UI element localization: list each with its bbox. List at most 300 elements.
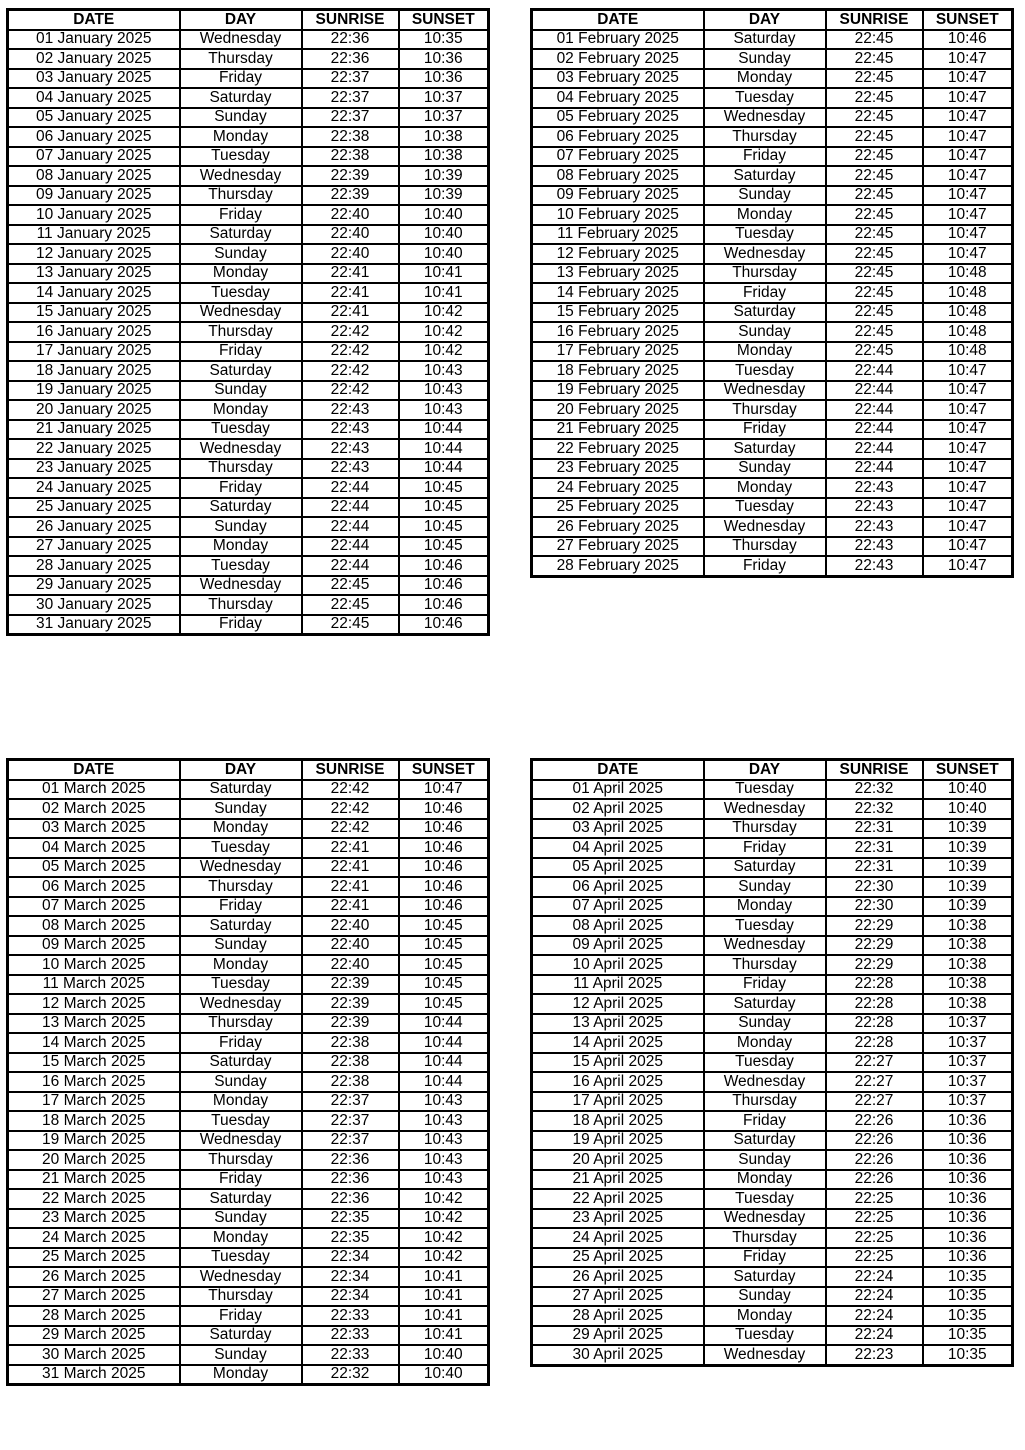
day-cell: Friday [704,556,826,576]
day-cell: Thursday [180,186,302,206]
table-row [532,897,1013,917]
sunrise-cell: 22:45 [826,283,923,303]
date-cell: 01 March 2025 [8,780,180,800]
sunrise-cell: 22:44 [826,459,923,479]
date-cell: 24 March 2025 [8,1228,180,1248]
date-cell: 02 March 2025 [8,799,180,819]
day-cell: Tuesday [704,1053,826,1073]
table-row [532,916,1013,936]
table-row [532,936,1013,956]
sunset-cell: 10:46 [923,30,1013,50]
sunset-cell: 10:47 [923,186,1013,206]
sunrise-cell: 22:43 [302,439,399,459]
date-cell: 31 March 2025 [8,1365,180,1385]
table-row [532,225,1013,245]
date-cell: 22 March 2025 [8,1189,180,1209]
date-cell: 12 April 2025 [532,994,704,1014]
sunrise-cell: 22:26 [826,1170,923,1190]
table-row [532,994,1013,1014]
sunset-cell: 10:37 [399,88,489,108]
date-cell: 15 March 2025 [8,1053,180,1073]
table-row [8,30,489,50]
sunset-cell: 10:44 [399,1033,489,1053]
table-row [8,439,489,459]
day-cell: Wednesday [180,858,302,878]
table-row [8,1033,489,1053]
date-cell: 18 March 2025 [8,1111,180,1131]
sunset-cell: 10:36 [923,1248,1013,1268]
date-cell: 18 April 2025 [532,1111,704,1131]
sunset-cell: 10:40 [399,1345,489,1365]
table-row [532,283,1013,303]
day-cell: Wednesday [704,244,826,264]
day-cell: Monday [704,69,826,89]
sunrise-cell: 22:34 [302,1287,399,1307]
date-cell: 27 April 2025 [532,1287,704,1307]
day-cell: Tuesday [180,975,302,995]
sunrise-cell: 22:28 [826,994,923,1014]
date-cell: 03 April 2025 [532,819,704,839]
day-cell: Monday [704,897,826,917]
sunset-cell: 10:36 [923,1150,1013,1170]
sunrise-cell: 22:33 [302,1306,399,1326]
sunset-cell: 10:37 [923,1072,1013,1092]
day-cell: Wednesday [704,1209,826,1229]
sunset-cell: 10:35 [923,1306,1013,1326]
sunrise-cell: 22:37 [302,108,399,128]
day-cell: Saturday [180,916,302,936]
date-cell: 19 January 2025 [8,381,180,401]
sunset-cell: 10:47 [923,69,1013,89]
sunrise-cell: 22:42 [302,322,399,342]
day-cell: Monday [704,478,826,498]
sunset-cell: 10:48 [923,283,1013,303]
sunrise-cell: 22:45 [302,615,399,635]
sunrise-cell: 22:31 [826,858,923,878]
date-cell: 24 January 2025 [8,478,180,498]
sunrise-cell: 22:35 [302,1209,399,1229]
table-row [532,955,1013,975]
table-row [8,595,489,615]
sunset-cell: 10:37 [399,108,489,128]
table-row [8,1131,489,1151]
day-cell: Thursday [704,400,826,420]
day-cell: Thursday [180,877,302,897]
sunrise-cell: 22:25 [826,1228,923,1248]
table-row [532,1170,1013,1190]
table-row [8,1306,489,1326]
sunrise-cell: 22:36 [302,30,399,50]
date-cell: 06 January 2025 [8,127,180,147]
sunset-cell: 10:44 [399,1072,489,1092]
date-cell: 13 February 2025 [532,264,704,284]
sunset-cell: 10:39 [399,166,489,186]
sunset-cell: 10:45 [399,517,489,537]
table-row [532,838,1013,858]
table-row [8,994,489,1014]
table-row [8,1228,489,1248]
day-cell: Saturday [704,439,826,459]
sunrise-cell: 22:45 [826,303,923,323]
sunset-cell: 10:44 [399,1014,489,1034]
sunrise-cell: 22:36 [302,1150,399,1170]
date-cell: 03 March 2025 [8,819,180,839]
sunset-cell: 10:43 [399,1111,489,1131]
sunset-cell: 10:41 [399,283,489,303]
header-sunset: SUNSET [923,10,1013,30]
sunrise-cell: 22:42 [302,361,399,381]
date-cell: 13 January 2025 [8,264,180,284]
sunrise-cell: 22:24 [826,1287,923,1307]
day-cell: Monday [704,1306,826,1326]
day-cell: Thursday [180,49,302,69]
date-cell: 20 April 2025 [532,1150,704,1170]
table-row [8,916,489,936]
sunrise-cell: 22:28 [826,1033,923,1053]
sunrise-cell: 22:37 [302,1092,399,1112]
day-cell: Sunday [704,49,826,69]
table-row [532,1111,1013,1131]
sunrise-cell: 22:27 [826,1072,923,1092]
date-cell: 05 February 2025 [532,108,704,128]
date-cell: 14 February 2025 [532,283,704,303]
sunset-cell: 10:37 [923,1092,1013,1112]
sunrise-cell: 22:43 [826,498,923,518]
header-date: DATE [8,760,180,780]
table-row [8,166,489,186]
sunset-cell: 10:39 [923,877,1013,897]
day-cell: Wednesday [704,517,826,537]
table-row [8,420,489,440]
sunset-cell: 10:47 [923,205,1013,225]
sunset-cell: 10:47 [923,381,1013,401]
table-april [530,758,1014,1367]
sunset-cell: 10:47 [923,517,1013,537]
date-cell: 09 March 2025 [8,936,180,956]
sunrise-cell: 22:41 [302,264,399,284]
table-row [8,1170,489,1190]
date-cell: 03 February 2025 [532,69,704,89]
sunrise-cell: 22:44 [826,420,923,440]
date-cell: 18 February 2025 [532,361,704,381]
sunset-cell: 10:38 [923,936,1013,956]
sunrise-cell: 22:30 [826,877,923,897]
day-cell: Thursday [180,1287,302,1307]
sunset-cell: 10:47 [923,537,1013,557]
sunset-cell: 10:37 [923,1033,1013,1053]
table-row [532,166,1013,186]
day-cell: Tuesday [704,225,826,245]
header-sunrise: SUNRISE [826,10,923,30]
table-row [8,1072,489,1092]
day-cell: Sunday [704,1150,826,1170]
sunrise-cell: 22:40 [302,955,399,975]
sunrise-cell: 22:40 [302,936,399,956]
sunset-cell: 10:46 [399,799,489,819]
sunrise-cell: 22:41 [302,838,399,858]
sunset-cell: 10:47 [923,439,1013,459]
sunrise-cell: 22:24 [826,1267,923,1287]
sunrise-cell: 22:42 [302,381,399,401]
table-row [532,1267,1013,1287]
sunrise-cell: 22:42 [302,780,399,800]
date-cell: 02 February 2025 [532,49,704,69]
day-cell: Wednesday [180,303,302,323]
table-row [532,1053,1013,1073]
date-cell: 25 April 2025 [532,1248,704,1268]
date-cell: 19 April 2025 [532,1131,704,1151]
table-row [532,556,1013,576]
table-row [8,858,489,878]
date-cell: 20 March 2025 [8,1150,180,1170]
date-cell: 17 February 2025 [532,342,704,362]
sunrise-cell: 22:45 [826,322,923,342]
table-row [8,576,489,596]
date-cell: 16 February 2025 [532,322,704,342]
sunset-cell: 10:43 [399,381,489,401]
table-row [8,459,489,479]
date-cell: 08 February 2025 [532,166,704,186]
sunset-cell: 10:36 [923,1131,1013,1151]
sunrise-cell: 22:39 [302,1014,399,1034]
sunrise-cell: 22:44 [302,556,399,576]
sunrise-cell: 22:34 [302,1248,399,1268]
sunset-cell: 10:37 [923,1053,1013,1073]
sunset-cell: 10:45 [399,537,489,557]
date-cell: 05 March 2025 [8,858,180,878]
sunset-cell: 10:38 [399,127,489,147]
header-sunset: SUNSET [399,10,489,30]
sunset-cell: 10:47 [923,361,1013,381]
sunrise-cell: 22:31 [826,819,923,839]
date-cell: 08 March 2025 [8,916,180,936]
sunset-cell: 10:41 [399,1267,489,1287]
date-cell: 29 March 2025 [8,1326,180,1346]
sunset-cell: 10:36 [399,49,489,69]
day-cell: Sunday [180,936,302,956]
day-cell: Friday [180,205,302,225]
day-cell: Friday [704,1248,826,1268]
date-cell: 18 January 2025 [8,361,180,381]
day-cell: Thursday [704,537,826,557]
sunset-cell: 10:43 [399,361,489,381]
day-cell: Sunday [180,108,302,128]
sunrise-cell: 22:38 [302,127,399,147]
sunset-cell: 10:41 [399,1287,489,1307]
table-row [532,69,1013,89]
sunset-cell: 10:36 [923,1228,1013,1248]
sunrise-cell: 22:45 [826,225,923,245]
sunset-cell: 10:47 [923,244,1013,264]
date-cell: 11 February 2025 [532,225,704,245]
day-cell: Monday [180,400,302,420]
date-cell: 08 April 2025 [532,916,704,936]
date-cell: 28 April 2025 [532,1306,704,1326]
sunset-cell: 10:40 [399,1365,489,1385]
sunrise-cell: 22:43 [826,537,923,557]
sunrise-cell: 22:36 [302,49,399,69]
table-row [8,1014,489,1034]
table-row [8,955,489,975]
table-row [8,283,489,303]
table-row [532,342,1013,362]
date-cell: 09 January 2025 [8,186,180,206]
day-cell: Monday [180,537,302,557]
date-cell: 12 March 2025 [8,994,180,1014]
day-cell: Saturday [180,780,302,800]
date-cell: 27 January 2025 [8,537,180,557]
sunrise-cell: 22:41 [302,283,399,303]
date-cell: 02 April 2025 [532,799,704,819]
day-cell: Sunday [704,1287,826,1307]
sunrise-cell: 22:41 [302,858,399,878]
sunset-cell: 10:38 [923,975,1013,995]
table-row [532,88,1013,108]
date-cell: 17 January 2025 [8,342,180,362]
sunrise-cell: 22:41 [302,897,399,917]
date-cell: 03 January 2025 [8,69,180,89]
day-cell: Saturday [704,1131,826,1151]
date-cell: 30 April 2025 [532,1345,704,1365]
table-row [532,877,1013,897]
sunset-cell: 10:38 [923,955,1013,975]
day-cell: Friday [180,1033,302,1053]
sunset-cell: 10:38 [923,916,1013,936]
date-cell: 23 February 2025 [532,459,704,479]
table-row [8,936,489,956]
date-cell: 16 March 2025 [8,1072,180,1092]
sunset-cell: 10:46 [399,858,489,878]
sunrise-cell: 22:41 [302,877,399,897]
sunset-cell: 10:47 [923,459,1013,479]
sunrise-cell: 22:45 [826,69,923,89]
header-date: DATE [532,10,704,30]
date-cell: 30 January 2025 [8,595,180,615]
date-cell: 01 January 2025 [8,30,180,50]
table-row [8,147,489,167]
sunrise-cell: 22:36 [302,1189,399,1209]
day-cell: Tuesday [180,420,302,440]
date-cell: 26 January 2025 [8,517,180,537]
sunrise-cell: 22:31 [826,838,923,858]
sunset-cell: 10:41 [399,1306,489,1326]
day-cell: Thursday [180,595,302,615]
day-cell: Wednesday [180,30,302,50]
sunrise-cell: 22:28 [826,975,923,995]
table-row [532,108,1013,128]
sunrise-cell: 22:44 [302,498,399,518]
table-row [532,1092,1013,1112]
sunset-cell: 10:46 [399,877,489,897]
sunset-cell: 10:47 [923,498,1013,518]
day-cell: Wednesday [180,1131,302,1151]
date-cell: 08 January 2025 [8,166,180,186]
table-row [532,400,1013,420]
date-cell: 04 January 2025 [8,88,180,108]
sunrise-cell: 22:34 [302,1267,399,1287]
date-cell: 07 April 2025 [532,897,704,917]
date-cell: 04 February 2025 [532,88,704,108]
sunset-cell: 10:43 [399,400,489,420]
sunset-cell: 10:45 [399,975,489,995]
date-cell: 09 February 2025 [532,186,704,206]
date-cell: 23 April 2025 [532,1209,704,1229]
table-row [8,517,489,537]
date-cell: 16 January 2025 [8,322,180,342]
sunset-cell: 10:47 [923,147,1013,167]
table-row [8,615,489,635]
sunset-cell: 10:36 [399,69,489,89]
day-cell: Wednesday [704,799,826,819]
sunset-cell: 10:48 [923,264,1013,284]
sunrise-cell: 22:44 [826,439,923,459]
sunset-cell: 10:40 [399,244,489,264]
table-row [532,1072,1013,1092]
table-row [532,49,1013,69]
date-cell: 07 January 2025 [8,147,180,167]
day-cell: Tuesday [704,916,826,936]
sunrise-cell: 22:39 [302,975,399,995]
sunset-cell: 10:47 [923,556,1013,576]
table-row [8,838,489,858]
date-cell: 20 February 2025 [532,400,704,420]
day-cell: Friday [180,1306,302,1326]
day-cell: Saturday [180,88,302,108]
sunrise-cell: 22:25 [826,1209,923,1229]
sunset-cell: 10:37 [923,1014,1013,1034]
sunset-cell: 10:47 [923,400,1013,420]
day-cell: Sunday [180,1209,302,1229]
day-cell: Friday [704,147,826,167]
day-cell: Sunday [704,1014,826,1034]
table-row [532,30,1013,50]
sunrise-cell: 22:40 [302,205,399,225]
day-cell: Saturday [180,1189,302,1209]
sunrise-cell: 22:45 [826,342,923,362]
table-row [8,322,489,342]
sunrise-cell: 22:32 [826,799,923,819]
sunset-cell: 10:36 [923,1209,1013,1229]
sunrise-cell: 22:45 [826,147,923,167]
table-row [8,225,489,245]
table-row [532,498,1013,518]
sunrise-cell: 22:45 [826,244,923,264]
sunrise-cell: 22:35 [302,1228,399,1248]
sunrise-cell: 22:25 [826,1189,923,1209]
sunset-cell: 10:46 [399,838,489,858]
date-cell: 10 January 2025 [8,205,180,225]
date-cell: 29 April 2025 [532,1326,704,1346]
sunrise-cell: 22:26 [826,1150,923,1170]
sunset-cell: 10:47 [399,780,489,800]
date-cell: 04 April 2025 [532,838,704,858]
sunrise-cell: 22:24 [826,1306,923,1326]
table-row [8,342,489,362]
sunset-cell: 10:43 [399,1150,489,1170]
day-cell: Wednesday [180,576,302,596]
day-cell: Tuesday [180,147,302,167]
day-cell: Tuesday [180,283,302,303]
date-cell: 27 March 2025 [8,1287,180,1307]
day-cell: Monday [704,1033,826,1053]
day-cell: Tuesday [704,88,826,108]
day-cell: Thursday [704,1228,826,1248]
sunrise-cell: 22:45 [826,49,923,69]
sunrise-cell: 22:45 [302,595,399,615]
sunrise-cell: 22:26 [826,1131,923,1151]
sunrise-cell: 22:45 [826,186,923,206]
table-row [532,322,1013,342]
